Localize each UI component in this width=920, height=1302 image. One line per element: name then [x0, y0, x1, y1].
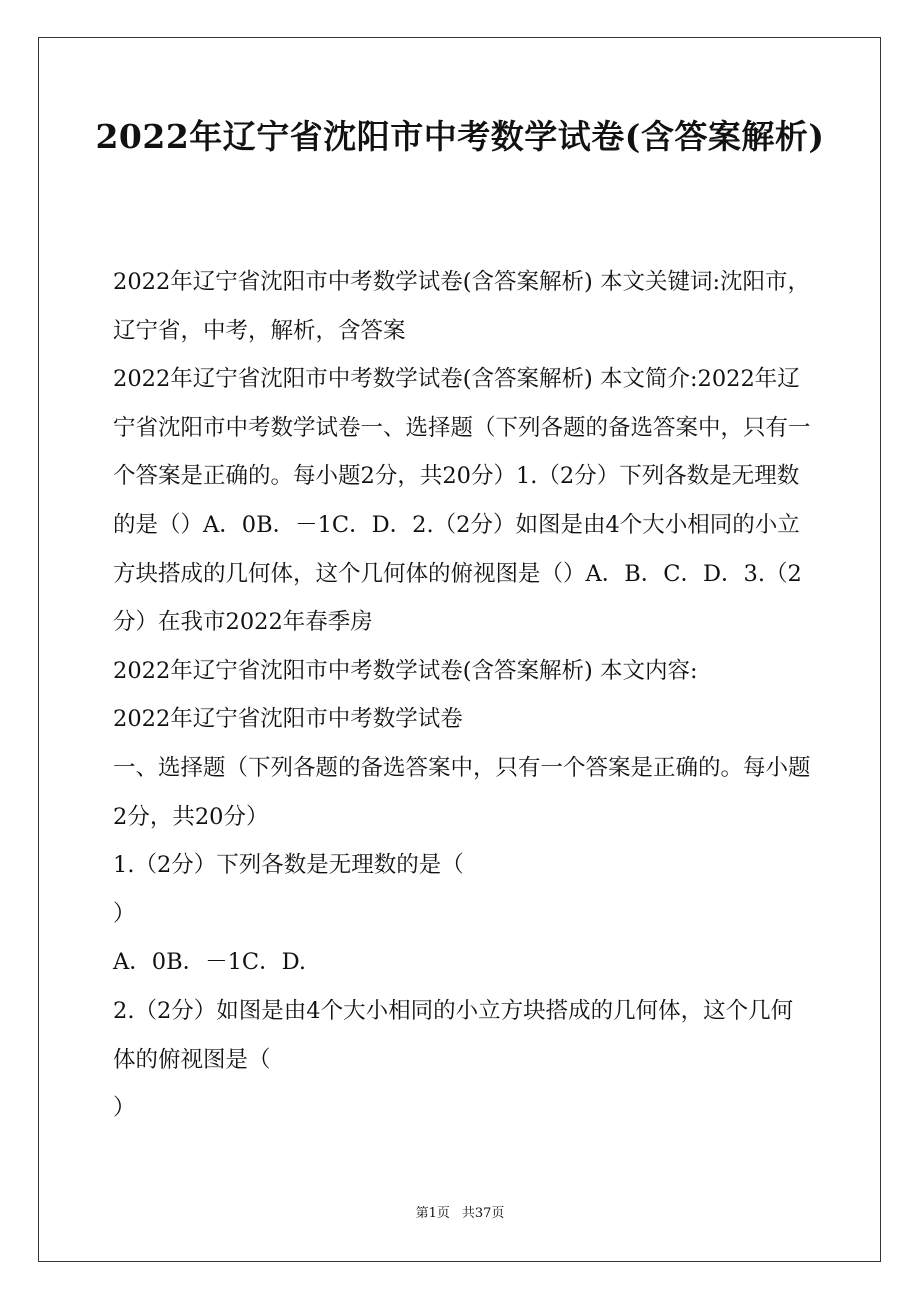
- summary-paragraph: 2022年辽宁省沈阳市中考数学试卷(含答案解析) 本文简介:2022年辽宁省沈阳市中考数学试卷一、选择题（下列各题的备选答案中，只有一个答案是正确的。每小题2分，共20分）1.（2分）下列各数是无理数的是（）A．0B．－1C．D．2.（2分）如图是由4个大小相同的小立方块搭成的几何体，这个几何体的俯视图是（）A．B．C．D．3.（2分）在我市2022年春季房: [113, 366, 811, 636]
- document-body: [113, 258, 813, 1133]
- document-title: 2022年辽宁省沈阳市中考数学试卷(含答案解析): [95, 117, 825, 156]
- page-number: 第1页: [415, 1206, 450, 1221]
- question-2: 2.（2分）如图是由4个大小相同的小立方块搭成的几何体，这个几何体的俯视图是（: [113, 997, 794, 1073]
- exam-title-line: 2022年辽宁省沈阳市中考数学试卷: [113, 706, 463, 733]
- question-2-close: ）: [113, 1095, 136, 1122]
- page-footer: [0, 1205, 920, 1223]
- section-heading: 一、选择题（下列各题的备选答案中，只有一个答案是正确的。每小题2分，共20分）: [113, 754, 811, 830]
- question-1-close: ）: [113, 900, 136, 927]
- question-1-options: A．0B．－1C．D.: [113, 949, 307, 976]
- page-total: 共37页: [461, 1206, 505, 1221]
- question-1: 1.（2分）下列各数是无理数的是（: [113, 852, 464, 879]
- content-intro-paragraph: 2022年辽宁省沈阳市中考数学试卷(含答案解析) 本文内容:: [113, 657, 698, 684]
- keywords-paragraph: 2022年辽宁省沈阳市中考数学试卷(含答案解析) 本文关键词:沈阳市，辽宁省，中考，解析，含答案: [113, 269, 811, 344]
